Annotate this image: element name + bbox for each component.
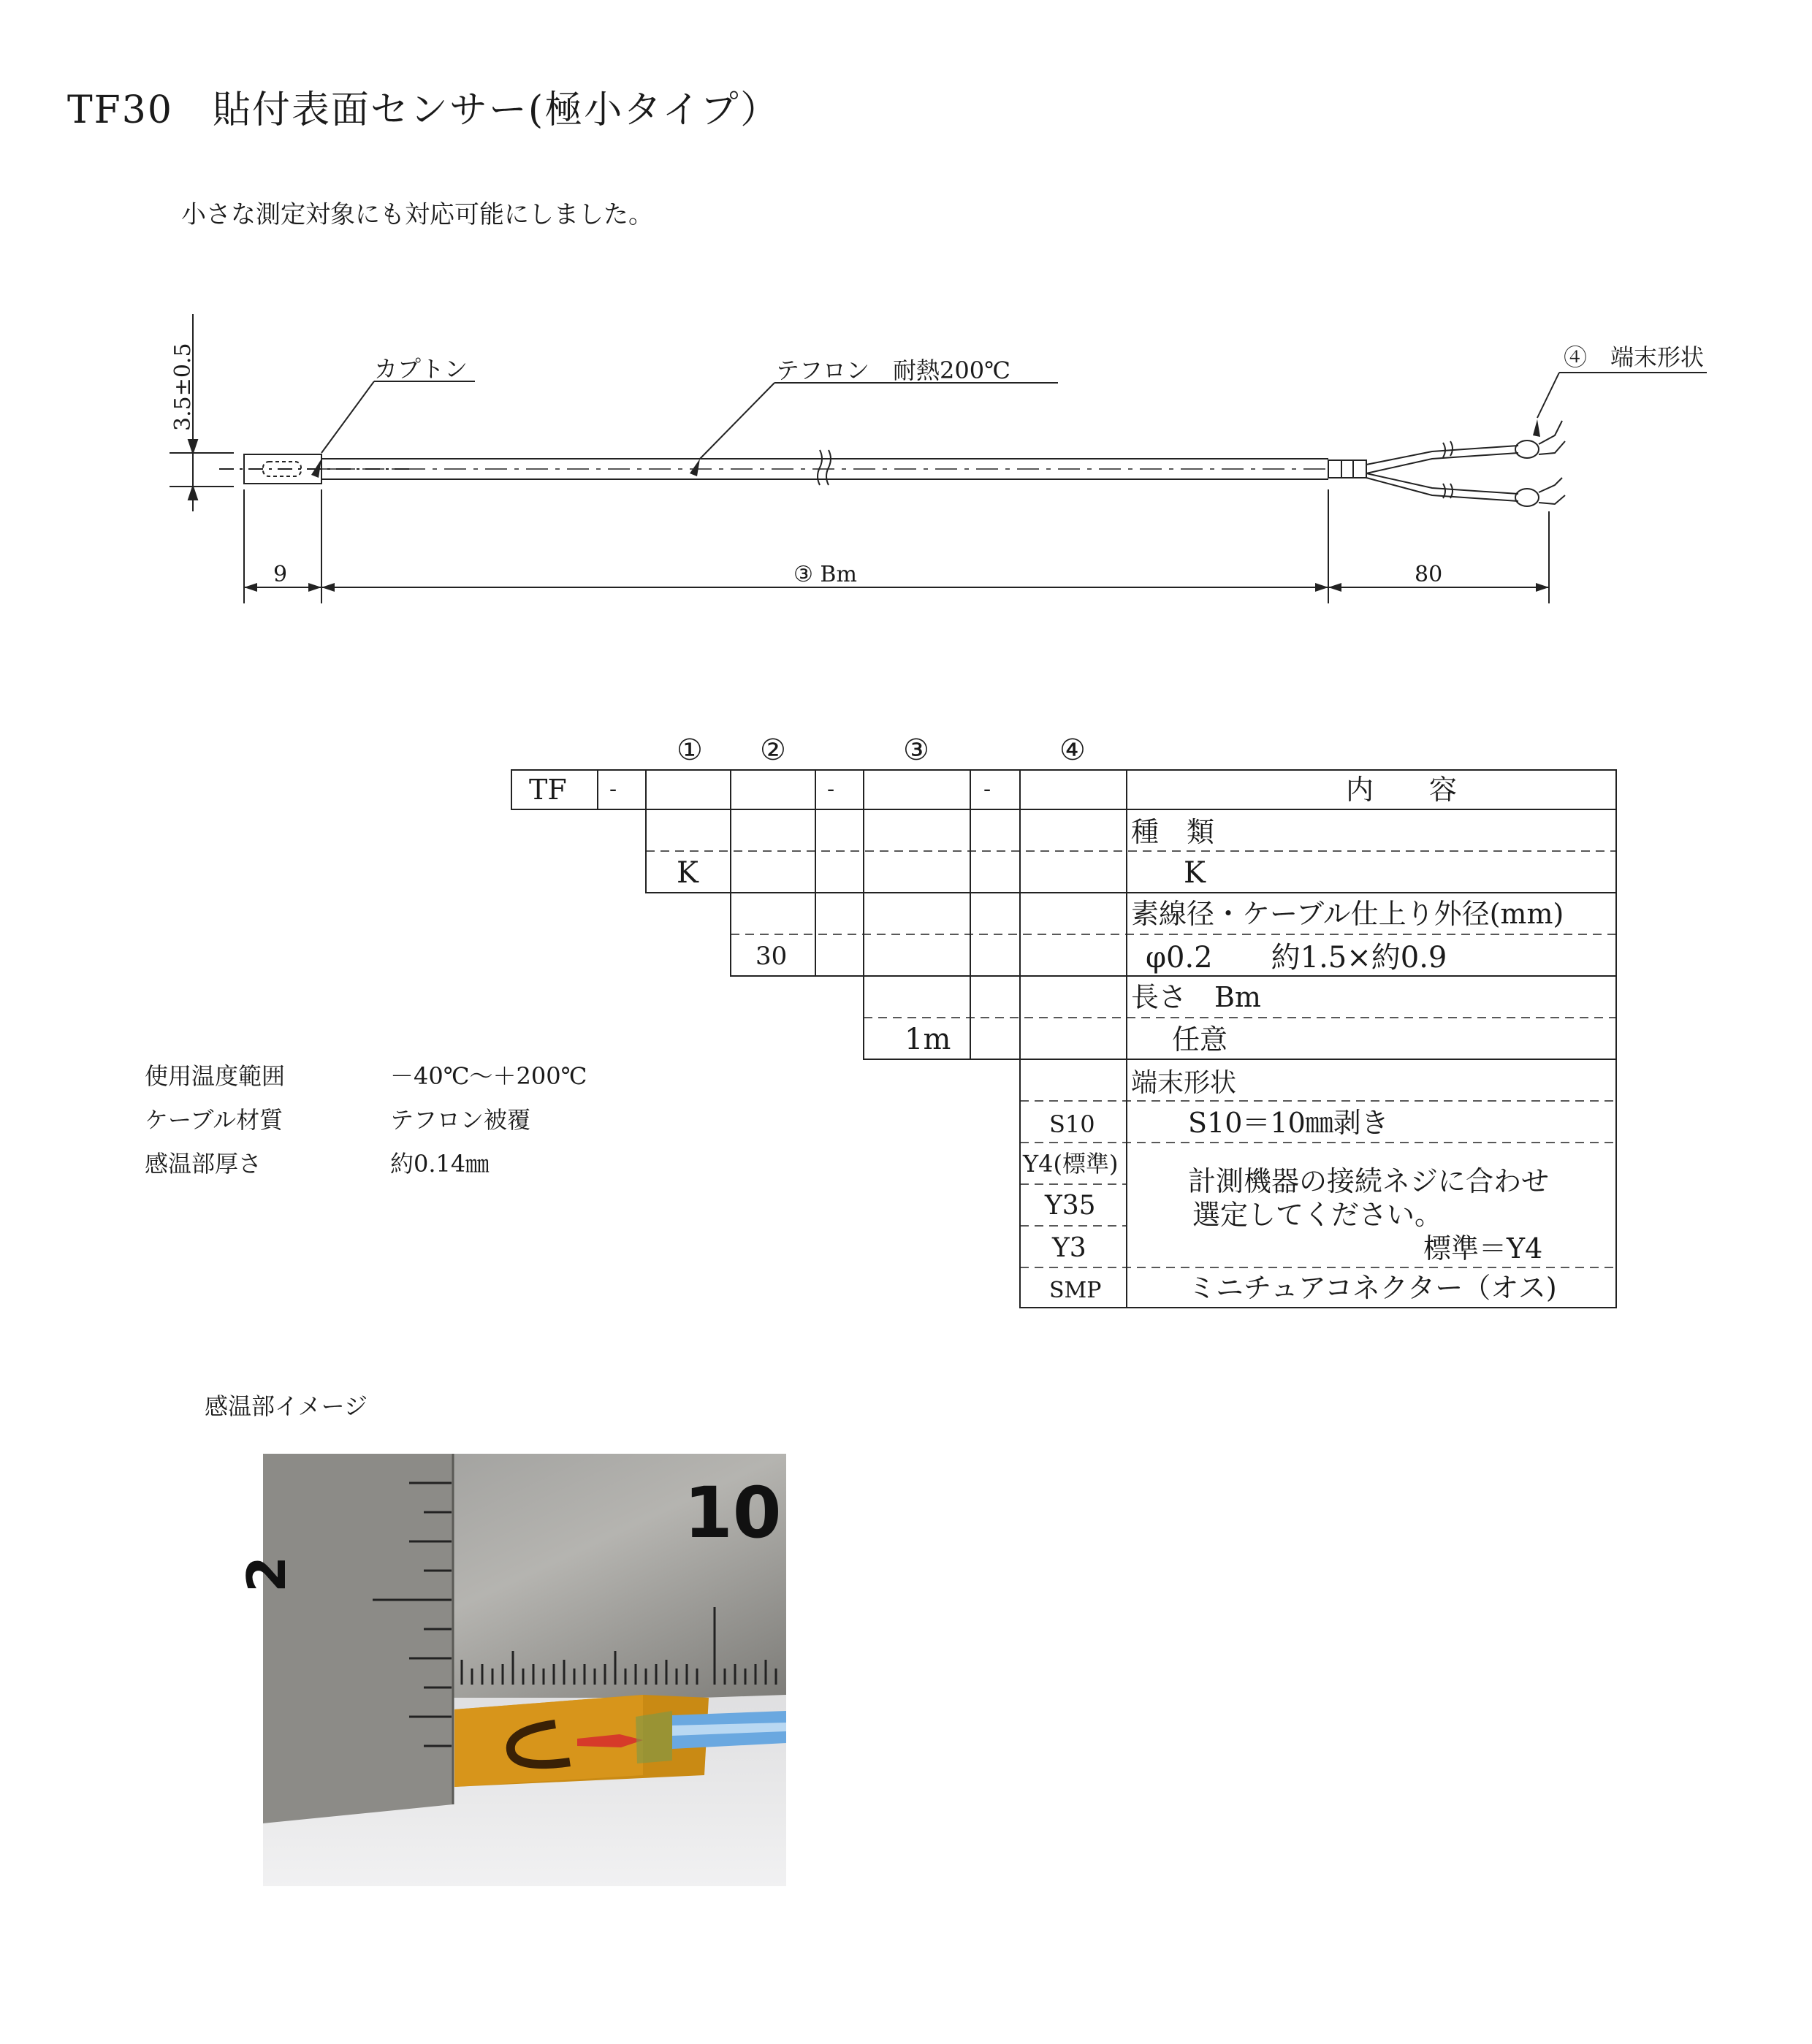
col-number-4: ④ xyxy=(1059,733,1086,767)
spec-value: テフロン被覆 xyxy=(390,1106,531,1134)
length-label: 長さ Bm xyxy=(1131,981,1261,1013)
wire-label: 素線径・ケーブル仕上り外径(mm) xyxy=(1131,898,1564,930)
y-value-line1: 計測機器の接続ネジに合わせ xyxy=(1188,1165,1550,1197)
length-value: 任意 xyxy=(1172,1023,1228,1056)
col-number-2: ② xyxy=(760,733,786,767)
smp-value: ミニチュアコネクター（オス) xyxy=(1188,1272,1557,1304)
spec-row xyxy=(145,1145,262,1179)
col-number-3: ③ xyxy=(903,733,929,767)
dim-right: 80 xyxy=(1415,562,1443,587)
terminal-label: 端末形状 xyxy=(1131,1068,1237,1098)
dim-middle: ③ Bm xyxy=(793,562,857,587)
y3-code: Y3 xyxy=(1052,1233,1086,1263)
ruler-mark-10: 10 xyxy=(684,1472,782,1554)
dash-cell-3: - xyxy=(983,777,991,802)
spec-value: 約0.14㎜ xyxy=(390,1150,490,1178)
label-terminal: ④ 端末形状 xyxy=(1564,343,1705,371)
label-kapton: カプトン xyxy=(374,355,468,383)
dim-left: 9 xyxy=(273,562,288,587)
type-label: 種 類 xyxy=(1131,816,1215,848)
height-dimension: 3.5±0.5 xyxy=(170,343,196,431)
length-code: 1m xyxy=(905,1023,951,1056)
y-value-line2: 選定してください。 xyxy=(1192,1199,1443,1231)
intro-text: 小さな測定対象にも対応可能にしました。 xyxy=(181,200,653,229)
label-teflon: テフロン 耐熱200℃ xyxy=(776,356,1010,384)
photo-title: 感温部イメージ xyxy=(205,1392,368,1420)
spec-label: ケーブル材質 xyxy=(145,1106,283,1134)
type-value: K xyxy=(1184,856,1206,890)
spec-row xyxy=(145,1058,285,1091)
wire-code: 30 xyxy=(755,942,788,971)
wire-value: φ0.2 約1.5×約0.9 xyxy=(1146,941,1447,975)
dash-cell-2: - xyxy=(827,777,835,802)
smp-code: SMP xyxy=(1049,1278,1102,1303)
content-header: 内 容 xyxy=(1346,774,1458,806)
spec-row xyxy=(145,1102,283,1135)
col-number-1: ① xyxy=(677,733,703,767)
y-value-line3: 標準＝Y4 xyxy=(1423,1232,1543,1265)
spec-value: －40℃～＋200℃ xyxy=(390,1062,587,1090)
page-title: TF30 貼付表面センサー(極小タイプ） xyxy=(67,88,780,132)
prefix-cell: TF xyxy=(529,774,567,806)
spec-label: 使用温度範囲 xyxy=(145,1062,286,1090)
y4-code: Y4(標準) xyxy=(1023,1150,1119,1178)
dash-cell-1: - xyxy=(609,777,617,802)
y35-code: Y35 xyxy=(1045,1191,1096,1221)
type-code: K xyxy=(677,856,698,890)
s10-code: S10 xyxy=(1049,1110,1095,1138)
s10-value: S10＝10㎜剥き xyxy=(1188,1107,1389,1139)
sensor-photo xyxy=(236,1454,786,1886)
ruler-mark-2: 2 xyxy=(236,1555,297,1593)
spec-label: 感温部厚さ xyxy=(145,1150,262,1178)
